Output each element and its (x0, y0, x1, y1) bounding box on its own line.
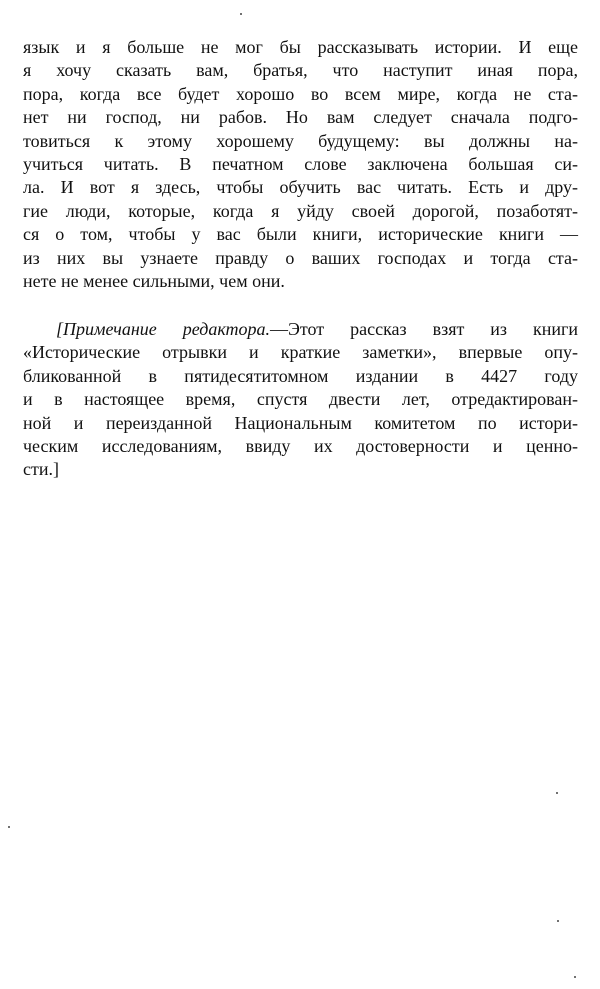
text-line: учиться читать. В печатном слове заключена большая си- (23, 153, 578, 174)
print-speck (557, 920, 559, 922)
text-line: я хочу сказать вам, братья, что наступит иная пора, (23, 60, 578, 81)
print-speck (240, 13, 242, 15)
editor-note-text: —Этот рассказ взят из книги (270, 319, 578, 339)
text-line: ной и переизданной Национальным комитетом по истори- (23, 412, 578, 433)
text-line: язык и я больше не мог бы рассказывать истории. И еще (23, 37, 578, 57)
print-speck (574, 976, 576, 978)
text-line: пора, когда все будет хорошо во всем мире, когда не ста- (23, 83, 578, 104)
text-line: бликованной в пятидесятитомном издании в 4427 году (23, 365, 578, 386)
text-line: ся о том, чтобы у вас были книги, исторические книги — (23, 224, 578, 245)
text-line: ческим исследованиям, ввиду их достоверности и ценно- (23, 435, 578, 456)
text-line: ла. И вот я здесь, чтобы обучить вас читать. Есть и дру- (23, 177, 578, 198)
text-line: и в настоящее время, спустя двести лет, отредактирован- (23, 389, 578, 410)
text-line: нете не менее сильными, чем они. (23, 270, 285, 291)
text-line: из них вы узнаете правду о ваших господах и тогда ста- (23, 247, 578, 268)
editor-note-first-line (23, 318, 578, 341)
editor-note (23, 318, 578, 482)
print-speck (8, 826, 10, 828)
text-line: товиться к этому хорошему будущему: вы должны на- (23, 130, 578, 151)
body-paragraph (23, 36, 578, 293)
text-line: гие люди, которые, когда я уйду своей дорогой, позаботят- (23, 200, 578, 221)
text-line: нет ни господ, ни рабов. Но вам следует сначала подго- (23, 107, 578, 128)
print-speck (556, 792, 558, 794)
text-line: «Исторические отрывки и краткие заметки», впервые опу- (23, 342, 578, 363)
text-line: сти.] (23, 459, 59, 480)
editor-note-label: [Примечание редактора. (56, 319, 271, 339)
